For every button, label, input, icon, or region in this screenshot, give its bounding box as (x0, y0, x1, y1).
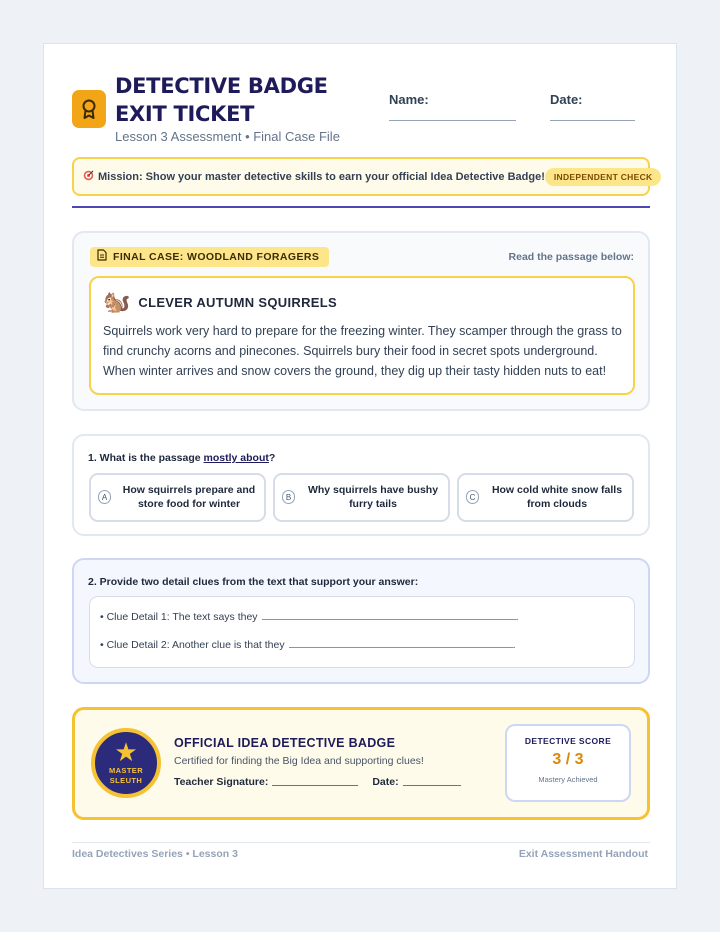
option-letter: A (98, 490, 111, 504)
signature-row (174, 776, 461, 788)
case-tag-label: FINAL CASE: WOODLAND FORAGERS (113, 251, 320, 263)
question-2-card (72, 558, 650, 684)
reading-passage (89, 276, 635, 395)
score-value: 3 / 3 (552, 751, 584, 768)
badge-date-field[interactable] (403, 785, 461, 786)
seal-label: MASTER SLEUTH (108, 766, 144, 785)
worksheet-page (43, 43, 677, 889)
option-letter: C (466, 490, 479, 504)
badge-date-label: Date: (372, 776, 399, 788)
footer-handout: Exit Assessment Handout (518, 848, 648, 860)
clue-detail-2: • Clue Detail 2: Another clue is that they . (100, 639, 516, 651)
header-divider (72, 206, 650, 208)
badge-subtitle: Certified for finding the Big Idea and supporting clues! (174, 755, 424, 767)
clue-detail-1: • Clue Detail 1: The text says they . (100, 611, 519, 623)
star-icon: ★ (114, 737, 138, 767)
question-2-text: 2. Provide two detail clues from the text that support your answer: (88, 576, 419, 588)
badge-certificate (72, 707, 650, 820)
target-icon (83, 170, 94, 184)
detective-score-box (505, 724, 631, 802)
clue-2-answer-line[interactable] (289, 647, 513, 648)
signature-label: Teacher Signature: (174, 776, 269, 788)
question-1-text: 1. What is the passage mostly about? (88, 452, 276, 464)
mission-text: Mission: Show your master detective skills to earn your official Idea Detective Badge! (98, 170, 545, 183)
option-letter: B (282, 490, 295, 504)
clue-answer-box (89, 596, 635, 668)
footer-series: Idea Detectives Series • Lesson 3 (72, 848, 238, 860)
date-label: Date: (550, 92, 583, 107)
score-note: Mastery Achieved (538, 775, 598, 784)
document-icon (97, 248, 107, 266)
read-instruction: Read the passage below: (508, 251, 634, 263)
footer-divider (72, 842, 650, 843)
name-field[interactable] (389, 120, 516, 121)
option-text: How squirrels prepare and store food for winter (122, 484, 256, 510)
passage-text: Squirrels work very hard to prepare for the freezing winter. They scamper through the grass to find crunchy acorns and pinecones. Squirrels bury their food in secret spots underground. When winter arrives and snow covers the ground, they dig up their tasty hidden nuts to eat! (103, 324, 622, 378)
score-label: DETECTIVE SCORE (524, 736, 612, 746)
question-1-card (72, 434, 650, 536)
option-text: How cold white snow falls from clouds (491, 484, 623, 510)
passage-title: CLEVER AUTUMN SQUIRRELS (138, 294, 337, 310)
page-title: DETECTIVE BADGE EXIT TICKET (115, 74, 328, 126)
answer-option-c[interactable] (457, 473, 634, 522)
master-sleuth-seal (91, 728, 161, 798)
case-card (72, 231, 650, 411)
answer-option-a[interactable] (89, 473, 266, 522)
signature-field[interactable] (272, 785, 358, 786)
name-label: Name: (389, 92, 429, 107)
option-text: Why squirrels have bushy furry tails (307, 484, 439, 510)
case-tag (90, 247, 329, 267)
squirrel-icon: 🐿️ (103, 289, 131, 314)
mission-banner (72, 157, 653, 196)
page-subtitle: Lesson 3 Assessment • Final Case File (115, 129, 340, 144)
independent-check-badge: INDEPENDENT CHECK (545, 168, 662, 186)
badge-title: OFFICIAL IDEA DETECTIVE BADGE (174, 736, 396, 750)
passage-header (103, 290, 337, 314)
date-field[interactable] (550, 120, 635, 121)
award-ribbon-icon (72, 90, 106, 128)
question-1-emphasis: mostly about (203, 452, 269, 464)
answer-option-b[interactable] (273, 473, 450, 522)
clue-1-answer-line[interactable] (262, 619, 516, 620)
